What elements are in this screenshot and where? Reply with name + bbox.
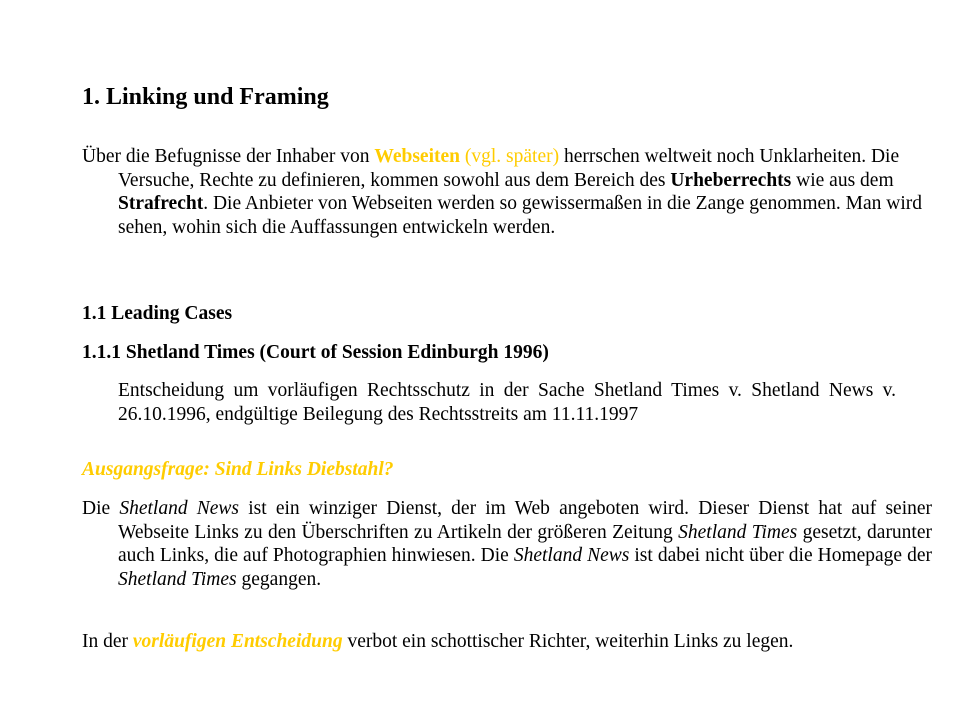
intro-text: herrschen weltweit noch Unklarheiten. Die Versuche, Rechte zu definieren, kommen sowohl aus dem Bereich des bbox=[118, 146, 900, 191]
intro-text: Über die Befugnisse der Inhaber von bbox=[82, 146, 375, 167]
webseiten-link[interactable]: Webseiten bbox=[374, 146, 460, 167]
facts-text: Die bbox=[82, 498, 120, 519]
ruling-paragraph bbox=[82, 630, 932, 654]
shetland-news-term: Shetland News bbox=[119, 498, 240, 519]
urheberrechts-term: Urheberrechts bbox=[670, 169, 792, 191]
intro-paragraph bbox=[82, 145, 932, 239]
ruling-text: In der bbox=[82, 631, 133, 652]
section-heading: 1.1 Leading Cases bbox=[82, 303, 233, 324]
facts-paragraph bbox=[82, 497, 932, 591]
strafrecht-term: Strafrecht bbox=[118, 193, 204, 214]
shetland-times-term: Shetland Times bbox=[678, 521, 798, 543]
subsection-heading: 1.1.1 Shetland Times (Court of Session Edinburgh 1996) bbox=[82, 342, 549, 363]
facts-text: gesetzt, darunter auch Links, die auf Photographien hinwiesen. Die bbox=[118, 521, 933, 566]
decision-paragraph: Entscheidung um vorläufigen Rechtsschutz in der Sache Shetland Times v. Shetland News v. 26.10.1996, endgültige Beilegung des Rechtsstreits am 11.11.1997 bbox=[118, 380, 896, 425]
slide-title: 1. Linking und Framing bbox=[82, 84, 329, 110]
facts-text: ist dabei nicht über die Homepage der bbox=[629, 545, 933, 566]
provisional-decision-link[interactable]: vorläufigen Entscheidung bbox=[132, 631, 343, 652]
intro-text: wie aus dem bbox=[791, 169, 894, 191]
shetland-times-term: Shetland Times bbox=[118, 568, 237, 590]
intro-text: . Die Anbieter von Webseiten werden so gewissermaßen in die Zange genommen. Man wird sehen, wohin sich die Auffassungen entwickeln werden. bbox=[118, 193, 923, 238]
facts-text: ist ein winziger Dienst, der im Web angeboten wird. Dieser Dienst hat auf seiner Webseite Links zu den Überschriften zu Artikeln der größeren Zeitung bbox=[118, 498, 933, 543]
ruling-text: verbot ein schottischer Richter, weiterhin Links zu legen. bbox=[342, 631, 794, 652]
shetland-news-term: Shetland News bbox=[513, 545, 630, 566]
facts-text: gegangen. bbox=[236, 568, 322, 590]
question-link[interactable]: Ausgangsfrage: Sind Links Diebstahl? bbox=[82, 459, 394, 480]
vgl-later-link[interactable]: (vgl. später) bbox=[464, 146, 560, 167]
